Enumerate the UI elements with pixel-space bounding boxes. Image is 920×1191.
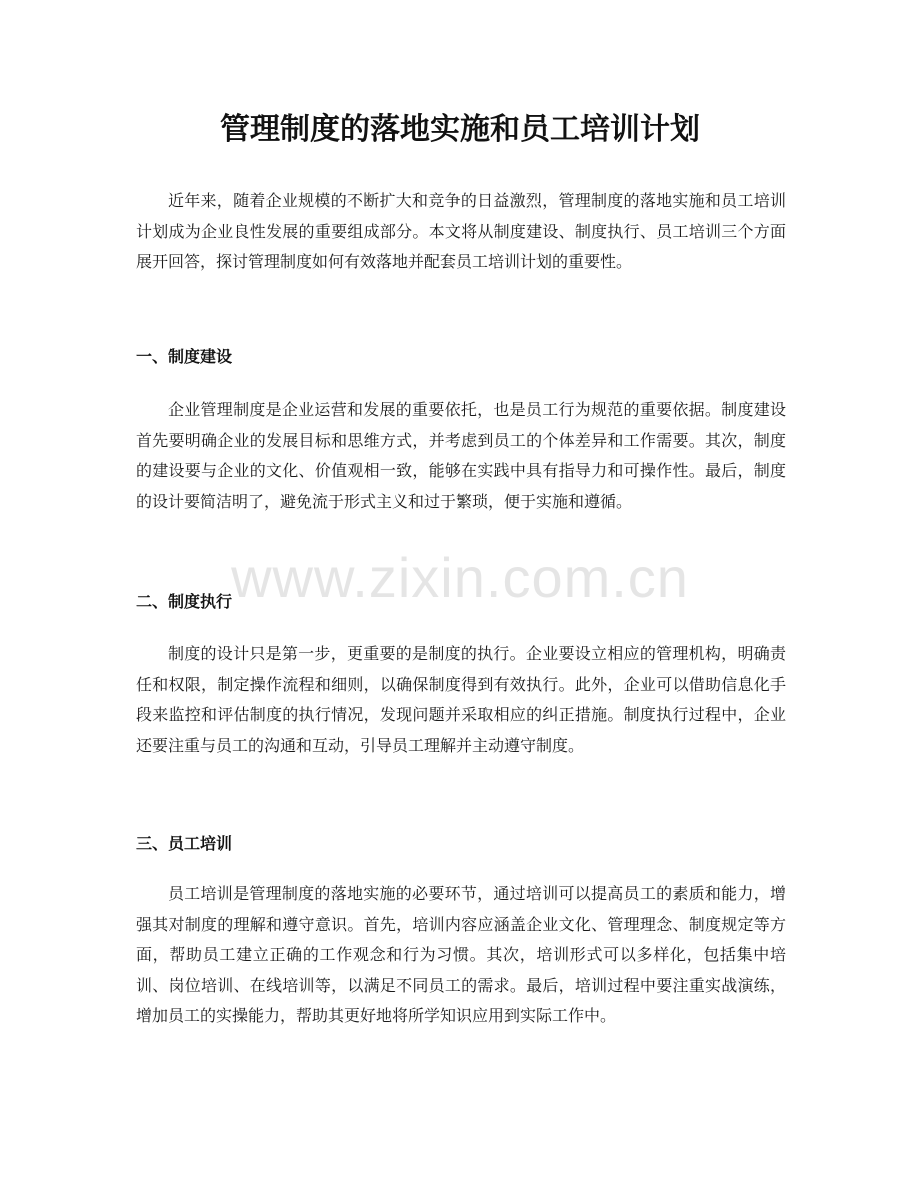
- section-body-system-building: 企业管理制度是企业运营和发展的重要依托，也是员工行为规范的重要依据。制度建设首先要明确企业的发展目标和思维方式，并考虑到员工的个体差异和工作需要。其次，制度的建设要与企业的文化、价值观相一致，能够在实践中具有指导力和可操作性。最后，制度的设计要简洁明了，避免流于形式主义和过于繁琐，便于实施和遵循。: [136, 400, 786, 511]
- section-body-staff-training: 员工培训是管理制度的落地实施的必要环节，通过培训可以提高员工的素质和能力，增强其对制度的理解和遵守意识。首先，培训内容应涵盖企业文化、管理理念、制度规定等方面，帮助员工建立正确的工作观念和行为习惯。其次，培训形式可以多样化，包括集中培训、岗位培训、在线培训等，以满足不同员工的需求。最后，培训过程中要注重实战演练，增加员工的实操能力，帮助其更好地将所学知识应用到实际工作中。: [136, 884, 786, 1025]
- section-heading-system-execution: 二、制度执行: [136, 592, 233, 611]
- section-heading-system-building: 一、制度建设: [136, 347, 233, 366]
- section-heading-staff-training: 三、员工培训: [136, 834, 233, 853]
- document-title: 管理制度的落地实施和员工培训计划: [220, 112, 700, 147]
- watermark-text: www.zixin.com.cn: [231, 546, 689, 609]
- section-body-system-execution: 制度的设计只是第一步，更重要的是制度的执行。企业要设立相应的管理机构，明确责任和权限，制定操作流程和细则，以确保制度得到有效执行。此外，企业可以借助信息化手段来监控和评估制度的执行情况，发现问题并采取相应的纠正措施。制度执行过程中，企业还要注重与员工的沟通和互动，引导员工理解并主动遵守制度。: [136, 644, 786, 755]
- intro-paragraph: 近年来，随着企业规模的不断扩大和竞争的日益激烈，管理制度的落地实施和员工培训计划成为企业良性发展的重要组成部分。本文将从制度建设、制度执行、员工培训三个方面展开回答，探讨管理制度如何有效落地并配套员工培训计划的重要性。: [136, 191, 786, 271]
